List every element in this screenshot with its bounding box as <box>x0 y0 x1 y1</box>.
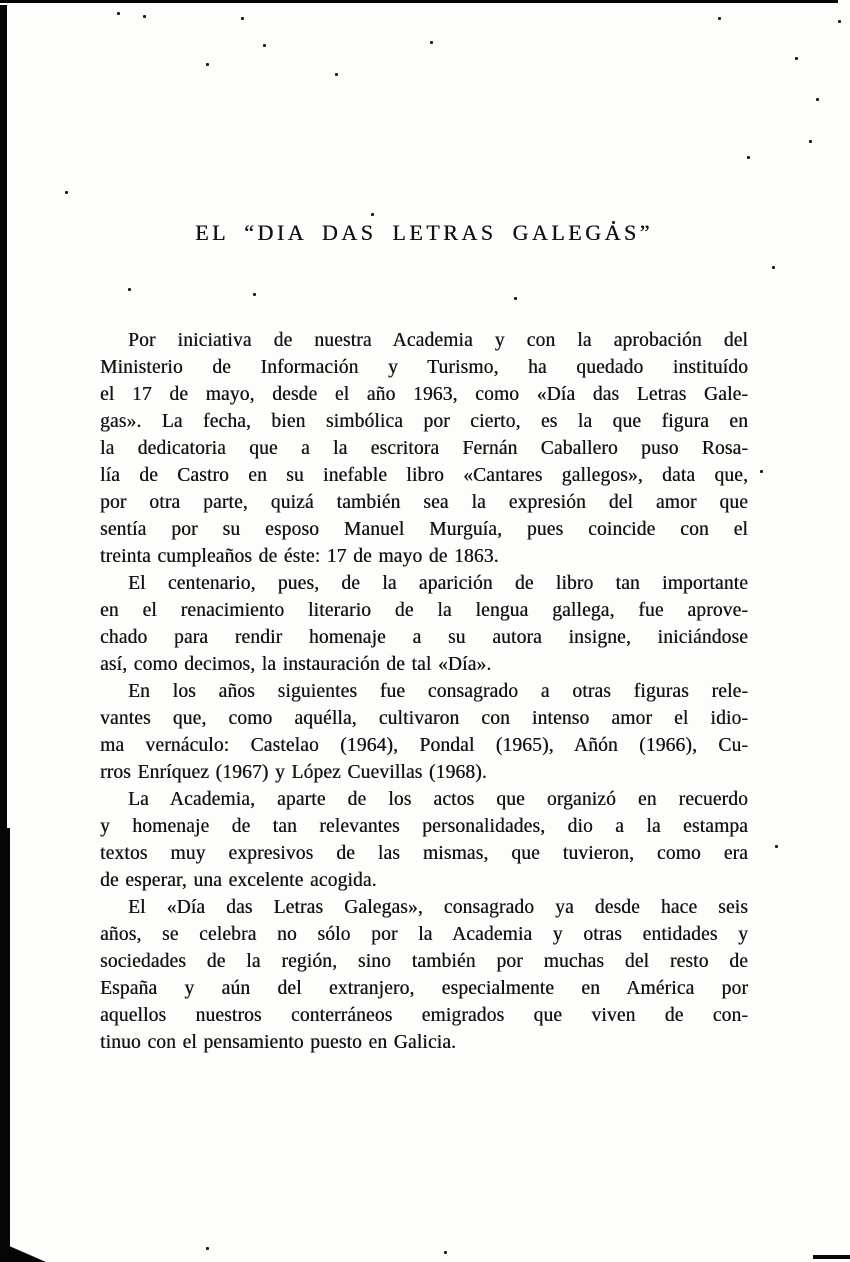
scan-bottom-right-mark <box>813 1255 850 1259</box>
text-line: lía de Castro en su inefable libro «Cantares gallegos», data que, <box>100 465 748 486</box>
text-line: rros Enríquez (1967) y López Cuevillas (1968). <box>100 762 487 783</box>
text-line: sociedades de la región, sino también por muchas del resto de <box>100 951 748 972</box>
scan-speckle <box>838 20 841 23</box>
scan-speckle <box>335 73 338 76</box>
paragraph <box>100 570 748 678</box>
scan-gutter-shadow-lower <box>0 828 10 1262</box>
scan-speckle <box>128 288 131 291</box>
text-line: gas». La fecha, bien simbólica por cierto, es la que figura en <box>100 411 748 432</box>
text-line: Ministerio de Información y Turismo, ha quedado instituído <box>100 357 748 378</box>
paragraph <box>100 678 748 786</box>
text-line: Por iniciativa de nuestra Academia y con la aprobación del <box>128 330 748 351</box>
text-line: así, como decimos, la instauración de tal «Día». <box>100 654 492 675</box>
scan-speckle <box>117 12 120 15</box>
scan-speckle <box>718 17 721 20</box>
text-line: años, se celebra no sólo por la Academia y otras entidades y <box>100 924 748 945</box>
text-line: El «Día das Letras Galegas», consagrado ya desde hace seis <box>128 897 748 918</box>
text-line: treinta cumpleaños de éste: 17 de mayo de 1863. <box>100 546 499 567</box>
text-line: el 17 de mayo, desde el año 1963, como «Día das Letras Gale- <box>100 384 748 405</box>
page-title: EL “DIA DAS LETRAS GALEGAS” <box>195 220 653 245</box>
scan-speckle <box>514 297 517 300</box>
paragraph <box>100 894 748 1056</box>
scan-speckle <box>206 1247 209 1250</box>
text-line: textos muy expresivos de las mismas, que tuvieron, como era <box>100 843 748 864</box>
scan-speckle <box>263 44 266 47</box>
scan-speckle <box>809 140 812 143</box>
scan-speckle <box>143 15 146 18</box>
text-line: La Academia, aparte de los actos que organizó en recuerdo <box>128 789 748 810</box>
scan-speckle <box>65 191 68 194</box>
scan-speckle <box>371 213 374 216</box>
scan-speckle <box>775 845 778 848</box>
scan-edge-top <box>0 0 838 3</box>
scan-speckle <box>444 1251 447 1254</box>
text-line: chado para rendir homenaje a su autora insigne, iniciándose <box>100 627 748 648</box>
text-line: en el renacimiento literario de la lengua gallega, fue aprove- <box>100 600 748 621</box>
text-line: vantes que, como aquélla, cultivaron con intenso amor el idio- <box>100 708 748 729</box>
text-line: sentía por su esposo Manuel Murguía, pues coincide con el <box>100 519 748 540</box>
scan-speckle <box>816 98 819 101</box>
text-line: y homenaje de tan relevantes personalidades, dio a la estampa <box>100 816 748 837</box>
text-line: de esperar, una excelente acogida. <box>100 870 377 891</box>
scan-speckle <box>253 293 256 296</box>
scan-speckle <box>795 57 798 60</box>
scan-speckle <box>241 17 244 20</box>
scan-speckle <box>747 156 750 159</box>
text-line: tinuo con el pensamiento puesto en Galicia. <box>100 1032 457 1053</box>
text-line: aquellos nuestros conterráneos emigrados que viven de con- <box>100 1005 748 1026</box>
scan-speckle <box>772 266 775 269</box>
text-line: España y aún del extranjero, especialmente en América por <box>100 978 748 999</box>
paragraph <box>100 786 748 894</box>
paragraph <box>100 327 748 570</box>
text-line: la dedicatoria que a la escritora Fernán Caballero puso Rosa- <box>100 438 748 459</box>
scan-speckle <box>760 470 763 473</box>
body-text <box>100 327 748 1056</box>
text-line: ma vernáculo: Castelao (1964), Pondal (1965), Añón (1966), Cu- <box>100 735 748 756</box>
text-line: En los años siguientes fue consagrado a otras figuras rele- <box>128 681 748 702</box>
scan-corner-wedge <box>0 1242 46 1262</box>
scan-speckle <box>206 63 209 66</box>
text-line: por otra parte, quizá también sea la expresión del amor que <box>100 492 748 513</box>
scan-speckle <box>430 41 433 44</box>
text-line: El centenario, pues, de la aparición de libro tan importante <box>128 573 748 594</box>
